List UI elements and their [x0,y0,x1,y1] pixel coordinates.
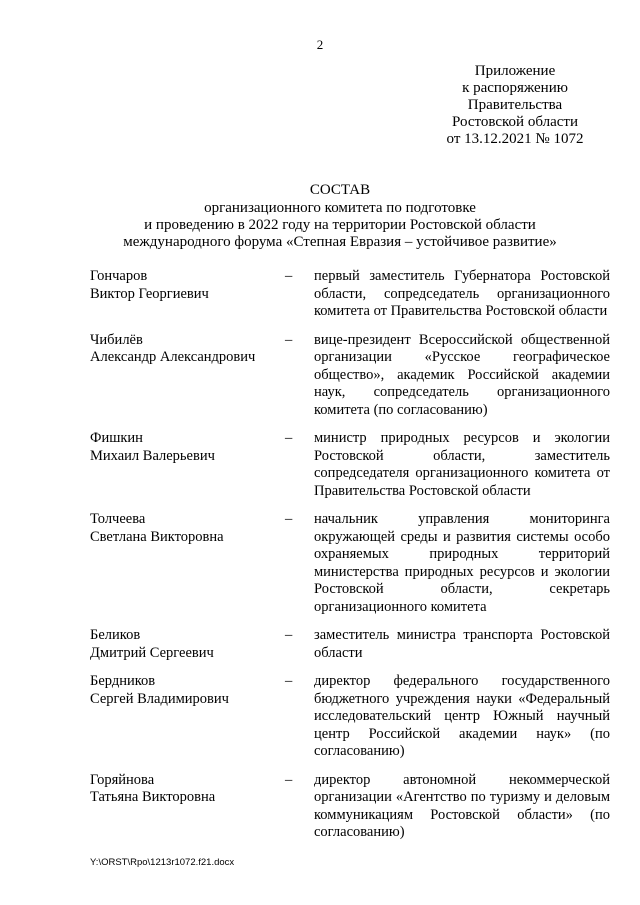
member-name [90,430,285,465]
member-role: первый заместитель Губернатора Ростовской области, сопредседатель организационного комитета от Правительства Ростовской области [314,268,610,319]
member-given-name: Дмитрий Сергеевич [90,644,214,661]
member-role: заместитель министра транспорта Ростовской области [314,627,610,661]
member-role: директор автономной некоммерческой организации «Агентство по туризму и деловым коммуникациям Ростовской области» (по согласованию) [314,771,610,840]
member-name [90,627,285,662]
committee-members-list [90,268,610,842]
page-number: 2 [316,37,324,52]
member-row [90,627,610,662]
member-given-name: Татьяна Викторовна [90,789,216,805]
member-name [90,332,285,367]
document-title-block [60,182,620,251]
member-row [90,772,610,842]
appendix-line: Приложение [474,63,556,79]
member-row [90,430,610,500]
member-row [90,332,610,420]
member-surname: Беликов [90,627,141,643]
member-name [90,772,285,807]
member-surname: Толчеева [90,511,146,527]
member-surname: Горяйнова [90,771,155,788]
member-dash: – [285,430,293,446]
member-given-name: Виктор Георгиевич [90,285,209,302]
member-surname: Фишкин [90,430,143,446]
appendix-line: от 13.12.2021 № 1072 [446,131,584,147]
member-name [90,673,285,708]
appendix-block [440,63,590,148]
member-role: вице-президент Всероссийской общественной организации «Русское географическое общество», академик Российской академии наук, сопредседатель организационного комитета (по согласованию) [314,331,610,418]
member-given-name: Светлана Викторовна [90,528,224,545]
member-dash: – [285,673,293,689]
member-name [90,268,285,303]
member-surname: Бердников [90,673,156,689]
member-role: директор федерального государственного бюджетного учреждения науки «Федеральный исследовательский центр Южный научный центр Российской академии наук» (по согласованию) [314,673,610,759]
member-dash: – [285,268,293,284]
document-title: СОСТАВ [309,182,371,198]
appendix-line: Правительства [467,97,563,113]
member-dash: – [285,511,293,527]
member-row [90,673,610,761]
member-surname: Гончаров [90,268,148,284]
member-given-name: Сергей Владимирович [90,690,229,707]
member-given-name: Михаил Валерьевич [90,447,215,464]
member-dash: – [285,331,293,348]
member-role: начальник управления мониторинга окружающей среды и развития системы особо охраняемых природных территорий министерства природных ресурсов и экологии Ростовской области, секретарь организационного комитета [314,511,610,615]
member-row [90,268,610,321]
footer-file-path: Y:\ORST\Rpo\1213r1072.f21.docx [90,857,235,868]
member-role: министр природных ресурсов и экологии Ростовской области, заместитель сопредседателя организационного комитета от Правительства Ростовской области [314,430,610,499]
member-given-name: Александр Александрович [90,349,256,365]
member-dash: – [285,771,293,788]
member-surname: Чибилёв [90,331,143,348]
member-name [90,511,285,546]
member-row [90,511,610,616]
appendix-line: Ростовской области [452,114,578,130]
document-subtitle-line: международного форума «Степная Евразия – устойчивое развитие» [123,234,557,250]
appendix-line: к распоряжению [462,80,568,96]
document-subtitle-line: организационного комитета по подготовке [204,200,476,216]
member-dash: – [285,627,293,643]
document-subtitle-line: и проведению в 2022 году на территории Ростовской области [144,217,536,233]
